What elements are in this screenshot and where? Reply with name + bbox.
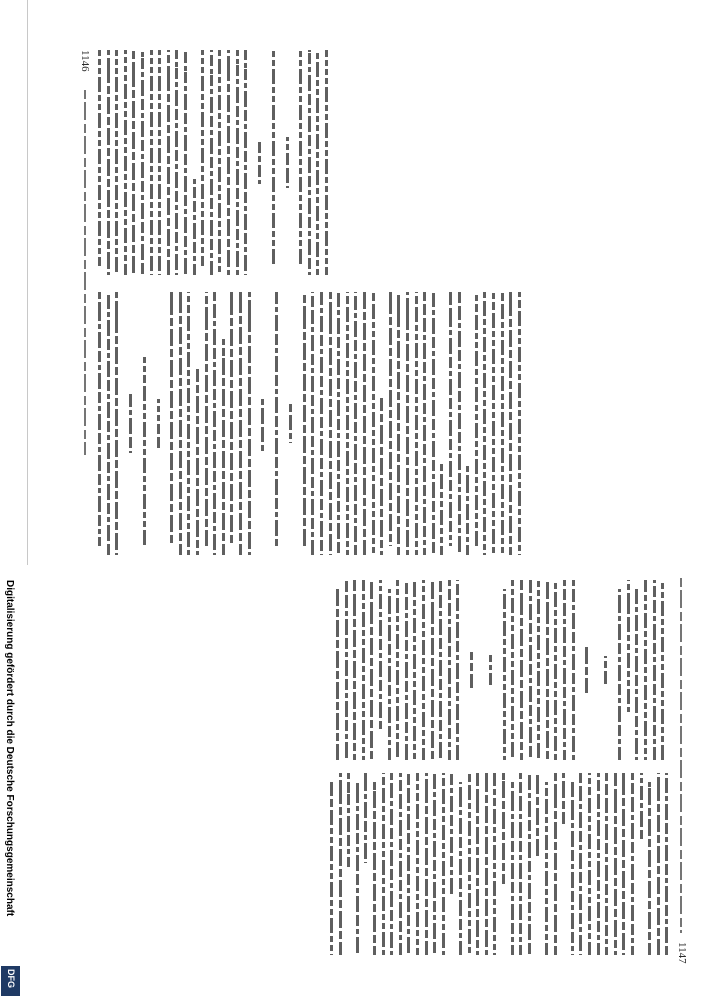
text-line <box>618 589 621 760</box>
text-line <box>379 580 382 729</box>
text-line <box>330 782 333 955</box>
text-line <box>562 773 565 824</box>
text-line <box>425 773 428 955</box>
text-line <box>529 580 532 760</box>
text-line <box>396 580 399 760</box>
text-line <box>442 773 445 955</box>
page-number-left: 1146 <box>79 50 91 72</box>
text-line <box>422 580 425 760</box>
text-line <box>413 580 416 760</box>
text-line <box>439 580 442 760</box>
text-line <box>347 773 350 867</box>
text-line <box>459 782 462 955</box>
text-line <box>476 773 479 955</box>
text-line <box>511 782 514 955</box>
text-line <box>345 580 348 760</box>
text-line <box>631 773 634 955</box>
text-line <box>448 580 451 760</box>
text-line <box>450 773 453 896</box>
text-line <box>588 773 591 955</box>
text-line <box>390 773 393 955</box>
text-line <box>339 773 342 955</box>
text-line <box>520 580 523 760</box>
text-line <box>503 589 506 760</box>
text-line <box>627 580 630 712</box>
page-number-right: 1147 <box>676 942 688 964</box>
text-line <box>528 773 531 955</box>
text-line <box>373 782 376 955</box>
text-line <box>364 773 367 863</box>
text-line <box>493 773 496 955</box>
text-line <box>604 656 607 685</box>
text-line <box>433 773 436 955</box>
text-line <box>407 773 410 955</box>
text-line <box>640 773 643 839</box>
text-line <box>554 773 557 955</box>
text-line <box>635 589 638 760</box>
text-line <box>545 782 548 955</box>
text-line <box>431 580 434 760</box>
text-line <box>370 580 373 760</box>
dfg-logo <box>1 966 20 996</box>
text-line <box>405 580 408 760</box>
text-line <box>546 580 549 760</box>
running-header-right <box>680 578 682 933</box>
text-line <box>597 773 600 955</box>
text-line <box>657 773 660 955</box>
text-line <box>622 773 625 955</box>
text-line <box>579 773 582 955</box>
digitization-credit: Digitalisierung gefördert durch die Deutsche Forschungsgemeinschaft <box>4 580 15 917</box>
text-line <box>665 773 668 955</box>
text-line <box>388 589 391 760</box>
text-line <box>356 782 359 955</box>
text-line <box>489 655 492 685</box>
text-line <box>416 773 419 955</box>
text-line <box>382 773 385 955</box>
text-line <box>572 580 575 760</box>
text-line <box>644 580 647 760</box>
text-line <box>614 773 617 955</box>
text-line <box>470 652 473 689</box>
text-line <box>336 589 339 760</box>
text-line <box>362 580 365 760</box>
text-line <box>468 773 471 955</box>
text-line <box>585 647 588 694</box>
text-line <box>648 782 651 955</box>
text-line <box>536 773 539 857</box>
text-line <box>353 580 356 760</box>
text-line <box>563 580 566 760</box>
text-line <box>511 580 514 760</box>
text-line <box>661 580 664 760</box>
dfg-logo-text: DFG <box>6 969 16 988</box>
text-line <box>537 580 540 760</box>
text-line <box>653 580 656 760</box>
text-line <box>399 773 402 955</box>
text-line <box>571 782 574 955</box>
text-line <box>605 773 608 955</box>
text-line <box>554 580 557 760</box>
text-line <box>485 773 488 955</box>
text-line <box>519 773 522 955</box>
text-line <box>502 773 505 884</box>
text-line <box>456 580 459 760</box>
